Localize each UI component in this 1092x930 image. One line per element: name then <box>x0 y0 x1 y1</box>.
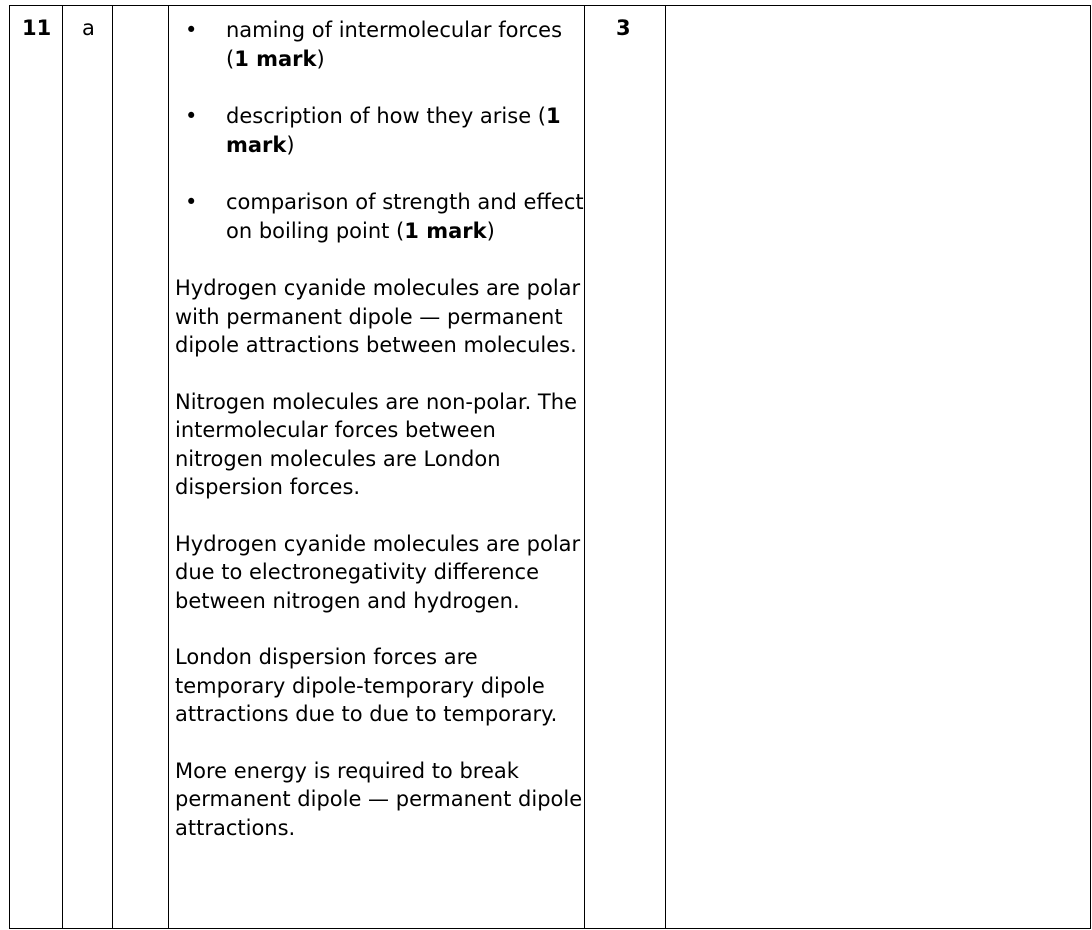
bullet-mark: 1 mark <box>404 218 487 243</box>
bullet-text: naming of intermolecular forces ( <box>226 18 563 71</box>
bullet-icon <box>185 188 197 217</box>
max-mark: 3 <box>616 16 631 40</box>
additional-guidance-cell <box>666 6 1091 929</box>
bullet-item <box>175 102 584 159</box>
question-number: 11 <box>22 16 52 40</box>
marking-scheme-table <box>9 5 1091 929</box>
bullet-text: description of how they arise ( <box>226 104 546 128</box>
part-cell <box>63 6 113 929</box>
bullet-text: comparison of strength and effect on boiling point ( <box>226 190 584 243</box>
part-letter: a <box>82 16 95 40</box>
bullet-close: ) <box>316 46 325 71</box>
bullet-close: ) <box>486 218 495 243</box>
answer-paragraph: London dispersion forces are temporary dipole-temporary dipole attractions due to due to temporary. <box>175 645 558 726</box>
answer-paragraph: Hydrogen cyanide molecules are polar due to electronegativity difference between nitrogen and hydrogen. <box>175 531 581 613</box>
answer-paragraph: Hydrogen cyanide molecules are polar with permanent dipole — permanent dipole attractions between molecules. <box>175 276 581 357</box>
question-number-cell <box>10 6 63 929</box>
answer-paragraph: Nitrogen molecules are non-polar. The intermolecular forces between nitrogen molecules are London dispersion forces. <box>175 389 577 499</box>
bullet-item <box>175 188 584 245</box>
bullet-icon <box>185 16 197 45</box>
bullet-close: ) <box>286 132 295 157</box>
expected-response-cell <box>169 6 585 929</box>
bullet-mark: 1 mark <box>226 104 561 157</box>
bullet-icon <box>185 102 197 131</box>
table-row <box>10 6 1091 929</box>
bullet-item <box>175 16 584 73</box>
answer-paragraph: More energy is required to break permanent dipole — permanent dipole attractions. <box>175 758 583 840</box>
bullet-mark: 1 mark <box>234 46 317 71</box>
expected-response <box>169 6 584 842</box>
max-mark-cell <box>585 6 666 929</box>
subpart-cell <box>113 6 169 929</box>
